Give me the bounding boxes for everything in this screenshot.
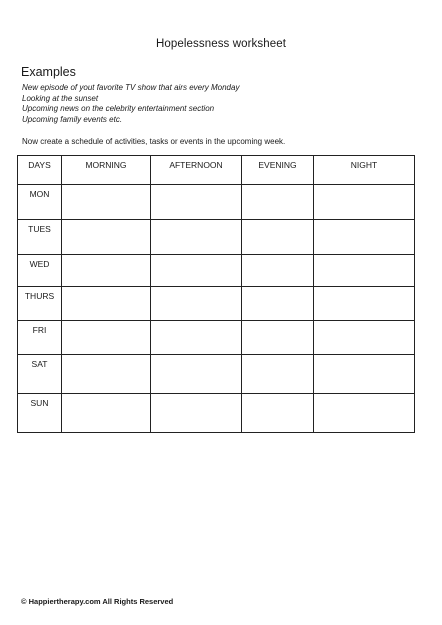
example-item: New episode of yout favorite TV show that airs every Monday xyxy=(22,83,240,92)
night-cell[interactable] xyxy=(314,321,415,355)
evening-cell[interactable] xyxy=(242,394,314,433)
page-title: Hopelessness worksheet xyxy=(155,38,287,50)
morning-cell[interactable] xyxy=(62,287,151,321)
night-cell[interactable] xyxy=(314,394,415,433)
schedule-row-tues xyxy=(18,220,415,255)
schedule-header-row xyxy=(18,156,415,185)
evening-cell[interactable] xyxy=(242,255,314,287)
day-label: MON xyxy=(18,185,62,220)
morning-cell[interactable] xyxy=(62,185,151,220)
header-night: NIGHT xyxy=(314,156,415,185)
afternoon-cell[interactable] xyxy=(151,255,242,287)
day-label: SUN xyxy=(18,394,62,433)
evening-cell[interactable] xyxy=(242,355,314,394)
schedule-table xyxy=(17,155,415,433)
example-item: Looking at the sunset xyxy=(22,93,99,103)
afternoon-cell[interactable] xyxy=(151,355,242,394)
schedule-row-fri xyxy=(18,321,415,355)
morning-cell[interactable] xyxy=(62,321,151,355)
day-label: FRI xyxy=(18,321,62,355)
day-label: THURS xyxy=(18,287,62,321)
morning-cell[interactable] xyxy=(62,394,151,433)
instruction-text: Now create a schedule of activities, tasks or events in the upcoming week. xyxy=(22,137,286,146)
day-label: WED xyxy=(18,255,62,287)
morning-cell[interactable] xyxy=(62,355,151,394)
morning-cell[interactable] xyxy=(62,255,151,287)
examples-heading: Examples xyxy=(21,65,76,79)
header-evening: EVENING xyxy=(242,156,314,185)
night-cell[interactable] xyxy=(314,255,415,287)
copyright-footer: © Happiertherapy.com All Rights Reserved xyxy=(21,597,174,606)
schedule-row-sat xyxy=(18,355,415,394)
evening-cell[interactable] xyxy=(242,287,314,321)
night-cell[interactable] xyxy=(314,287,415,321)
header-morning: MORNING xyxy=(62,156,151,185)
afternoon-cell[interactable] xyxy=(151,287,242,321)
examples-list xyxy=(22,83,239,125)
header-days: DAYS xyxy=(18,156,62,185)
schedule-row-mon xyxy=(18,185,415,220)
schedule-row-sun xyxy=(18,394,415,433)
evening-cell[interactable] xyxy=(242,321,314,355)
day-label: SAT xyxy=(18,355,62,394)
evening-cell[interactable] xyxy=(242,185,314,220)
afternoon-cell[interactable] xyxy=(151,220,242,255)
afternoon-cell[interactable] xyxy=(151,185,242,220)
night-cell[interactable] xyxy=(314,220,415,255)
schedule-row-thurs xyxy=(18,287,415,321)
evening-cell[interactable] xyxy=(242,220,314,255)
night-cell[interactable] xyxy=(314,355,415,394)
header-afternoon: AFTERNOON xyxy=(151,156,242,185)
example-item: Upcoming family events etc. xyxy=(22,114,123,124)
morning-cell[interactable] xyxy=(62,220,151,255)
afternoon-cell[interactable] xyxy=(151,321,242,355)
night-cell[interactable] xyxy=(314,185,415,220)
example-item: Upcoming news on the celebrity entertainment section xyxy=(22,104,215,113)
schedule-row-wed xyxy=(18,255,415,287)
afternoon-cell[interactable] xyxy=(151,394,242,433)
day-label: TUES xyxy=(18,220,62,255)
